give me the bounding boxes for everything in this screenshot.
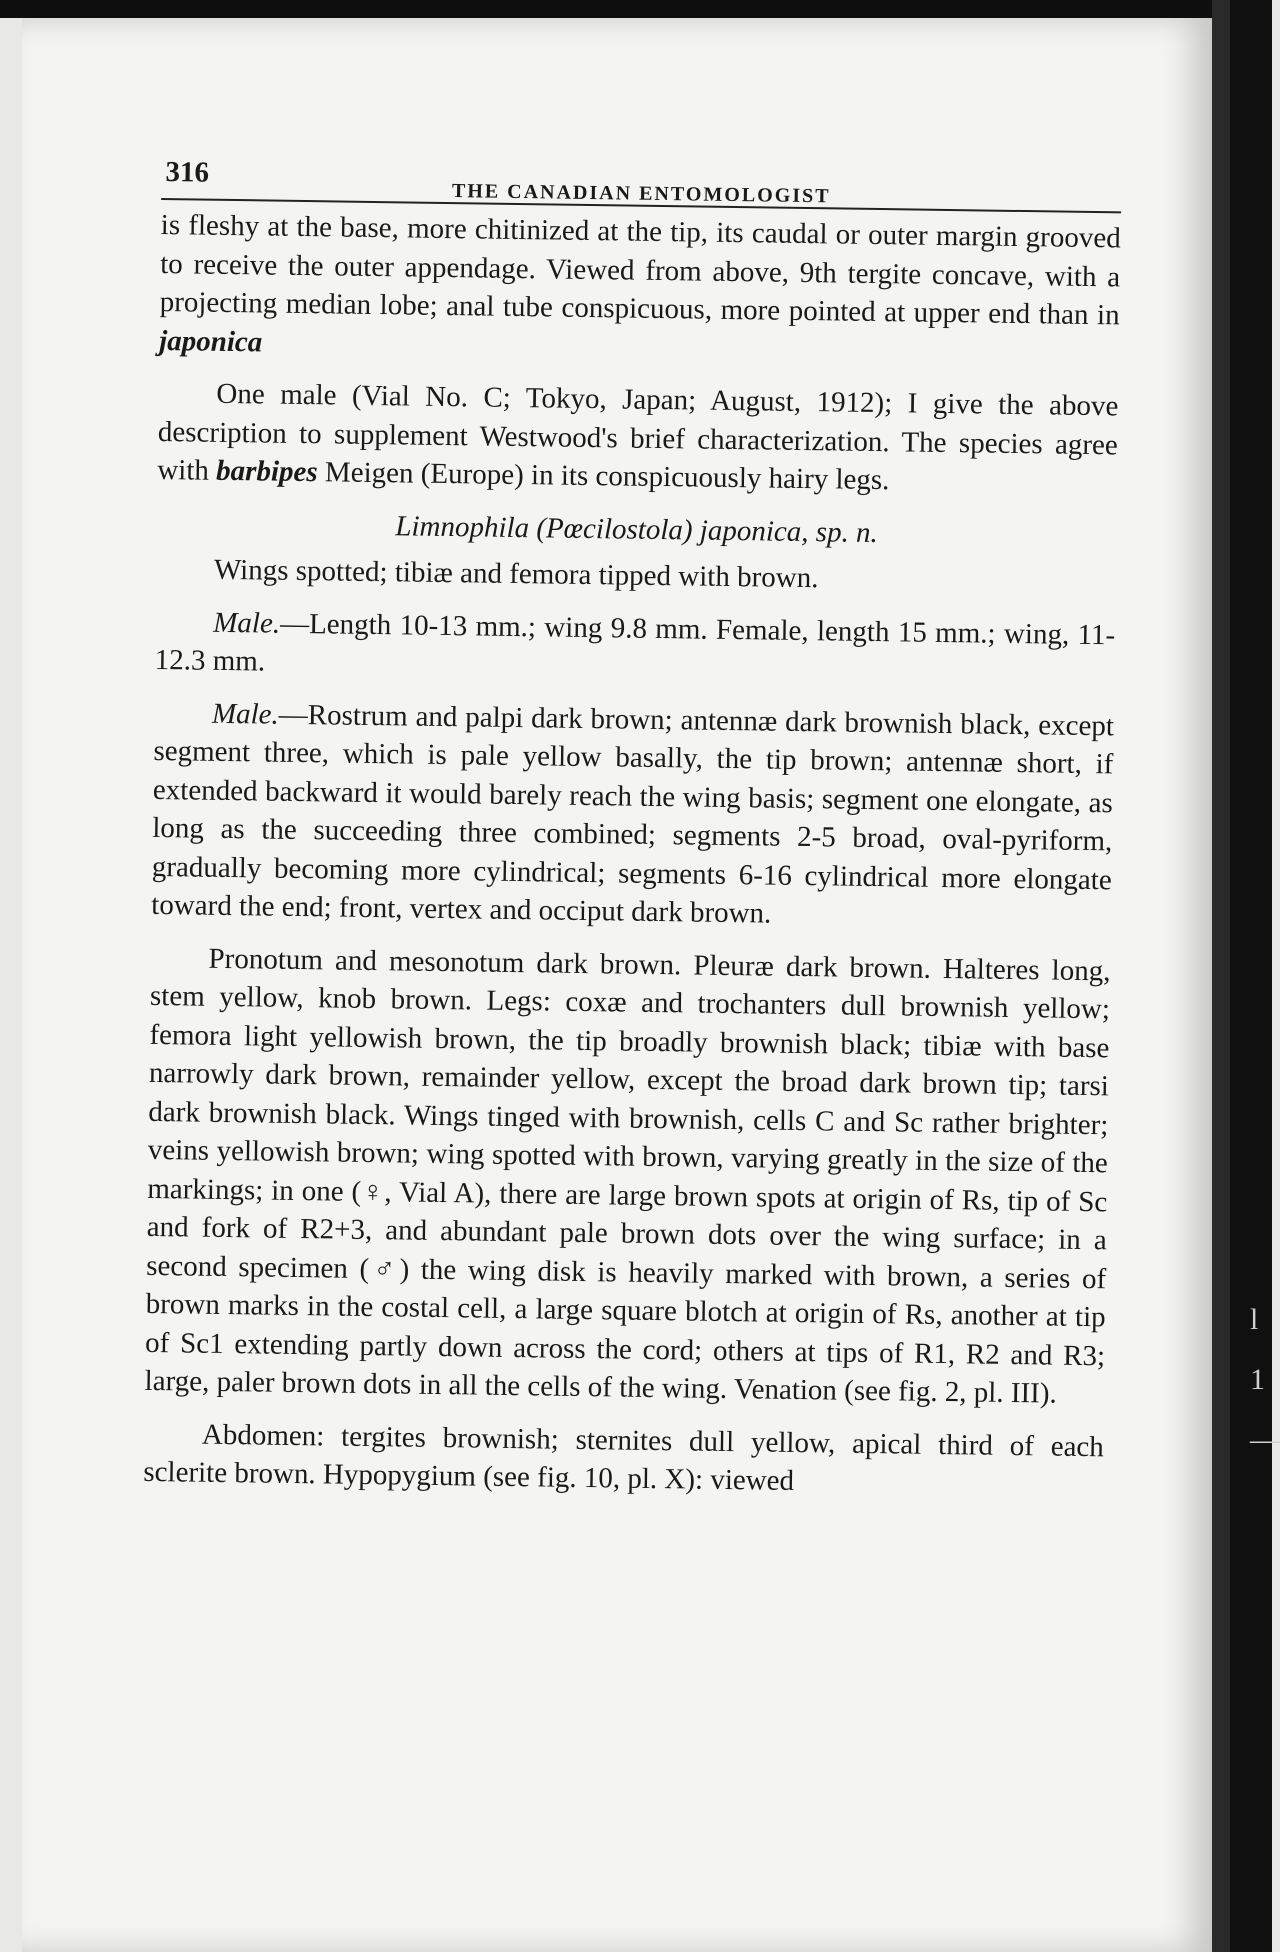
paragraph-5-label: Male.: [211, 697, 280, 731]
paragraph-5: [151, 693, 1114, 937]
paragraph-2-text-b: Meigen (Europe) in its conspicuously hairy legs.: [317, 456, 890, 497]
paragraph-2-text-a: One male (Vial No. C; Tokyo, Japan; August, 1912); I give the above description to supplement Westwood's brief characterization. The species agree with: [157, 377, 1119, 487]
species-heading-text: Limnophila (Pœcilostola) japonica, sp. n.: [395, 509, 879, 549]
scan-frame-top: [0, 0, 1272, 18]
page-header: [161, 138, 1122, 213]
paragraph-4: [154, 602, 1115, 692]
paragraph-1-text: is fleshy at the base, more chitinized at the tip, its caudal or outer margin grooved to receive the outer appendage. Viewed from above, 9th tergite concave, with a projecting median lobe; anal tube conspicuous, more pointed at upper end than in: [159, 208, 1121, 332]
paragraph-2-italic: barbipes: [215, 454, 318, 489]
page-number: 316: [165, 156, 210, 189]
text-block: [143, 138, 1122, 1519]
paragraph-7: Abdomen: tergites brownish; sternites dull yellow, apical third of each sclerite brown. Hypopygium (see fig. 10, pl. X): viewed: [143, 1418, 1105, 1497]
species-heading: [156, 503, 1116, 555]
page-gutter-shadow: [1212, 0, 1230, 1952]
paragraph-1-italic: japonica: [158, 324, 263, 358]
paragraph-6: Pronotum and mesonotum dark brown. Pleuræ dark brown. Halteres long, stem yellow, knob brown. Legs: coxæ and trochanters dull brownish yellow; femora light yellowish brown, the tip broadly brownish black; tibiæ with base narrowly dark brown, remainder yellow, except the broad dark brown tip; tarsi dark brownish black. Wings tinged with brownish, cells C and Sc rather brighter; veins yellowish brown; wing spotted with brown, varying greatly in the size of the markings; in one (♀, Vial A), there are large brown spots at origin of Rs, tip of Sc and fork of R2+3, and abundant pale brown dots over the wing surface; in a second specimen (♂) the wing disk is heavily marked with brown, a series of brown marks in the costal cell, a large square blotch at origin of Rs, another at tip of Sc1 extending partly down across the cord; others at tips of R1, R2 and R3; large, paler brown dots in all the cells of the wing. Venation (see fig. 2, pl. III).: [144, 942, 1111, 1410]
paragraph-5-text: —Rostrum and palpi dark brown; antennæ dark brownish black, except segment three, which is pale yellow basally, the tip brown; antennæ short, if extended backward it would barely reach the wing basis; segment one elongate, as long as the succeeding three combined; segments 2-5 broad, oval-pyriform, gradually becoming more cylindrical; segments 6-16 cylindrical more elongate toward the end; front, vertex and occiput dark brown.: [151, 698, 1115, 930]
paragraph-2: [157, 374, 1119, 503]
running-title: THE CANADIAN ENTOMOLOGIST: [451, 180, 831, 208]
adjacent-page-fragments: l 1 —: [1250, 1303, 1280, 1456]
paragraph-4-text: —Length 10-13 mm.; wing 9.8 mm. Female, length 15 mm.; wing, 11-12.3 mm.: [154, 607, 1116, 678]
paragraph-4-label: Male.: [213, 606, 281, 640]
book-page: [22, 18, 1212, 1952]
paragraph-1: [159, 206, 1121, 373]
scan-frame-right: [1212, 0, 1272, 1952]
paragraph-3: Wings spotted; tibiæ and femora tipped with brown.: [213, 553, 819, 595]
